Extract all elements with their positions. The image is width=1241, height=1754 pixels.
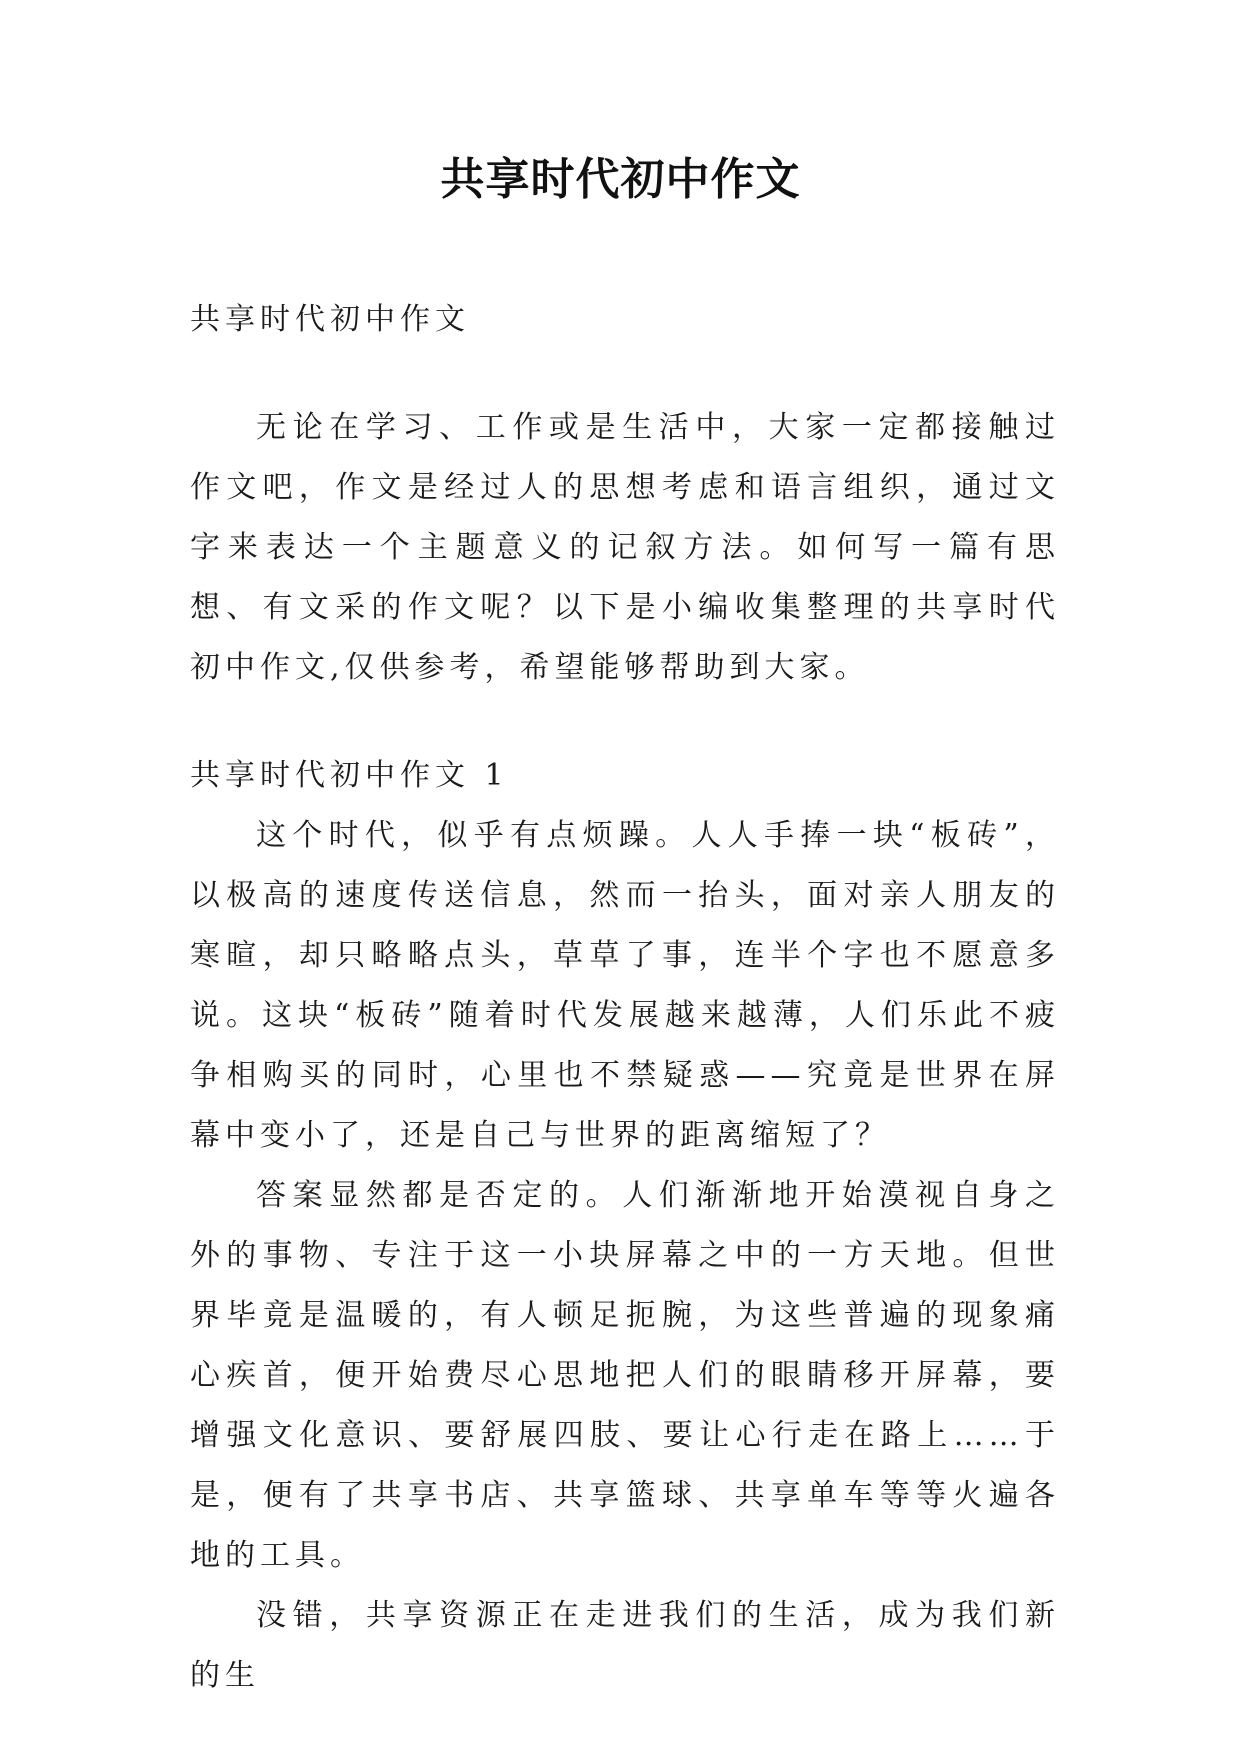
body-paragraph: 这个时代，似乎有点烦躁。人人手捧一块“板砖”，以极高的速度传送信息，然而一抬头，面对亲人朋友的寒暄，却只略略点头，草草了事，连半个字也不愿意多说。这块“板砖”随着时代发展越来越薄，人们乐此不疲争相购买的同时，心里也不禁疑惑——究竟是世界在屏幕中变小了，还是自己与世界的距离缩短了？ <box>190 818 1060 1153</box>
intro-paragraph: 无论在学习、工作或是生活中，大家一定都接触过作文吧，作文是经过人的思想考虑和语言组织，通过文字来表达一个主题意义的记叙方法。如何写一篇有思想、有文采的作文呢？以下是小编收集整理的共享时代初中作文,仅供参考，希望能够帮助到大家。 <box>190 410 1060 685</box>
body-paragraph: 没错，共享资源正在走进我们的生活，成为我们新的生 <box>190 1598 1060 1693</box>
document-body <box>190 290 1060 1706</box>
document-title: 共享时代初中作文 <box>440 154 801 205</box>
document-subtitle: 共享时代初中作文 <box>190 302 470 337</box>
body-paragraph: 答案显然都是否定的。人们渐渐地开始漠视自身之外的事物、专注于这一小块屏幕之中的一方天地。但世界毕竟是温暖的，有人顿足扼腕，为这些普遍的现象痛心疾首，便开始费尽心思地把人们的眼睛移开屏幕，要增强文化意识、要舒展四肢、要让心行走在路上……于是，便有了共享书店、共享篮球、共享单车等等火遍各地的工具。 <box>190 1178 1060 1573</box>
section-title: 共享时代初中作文 1 <box>190 758 509 793</box>
